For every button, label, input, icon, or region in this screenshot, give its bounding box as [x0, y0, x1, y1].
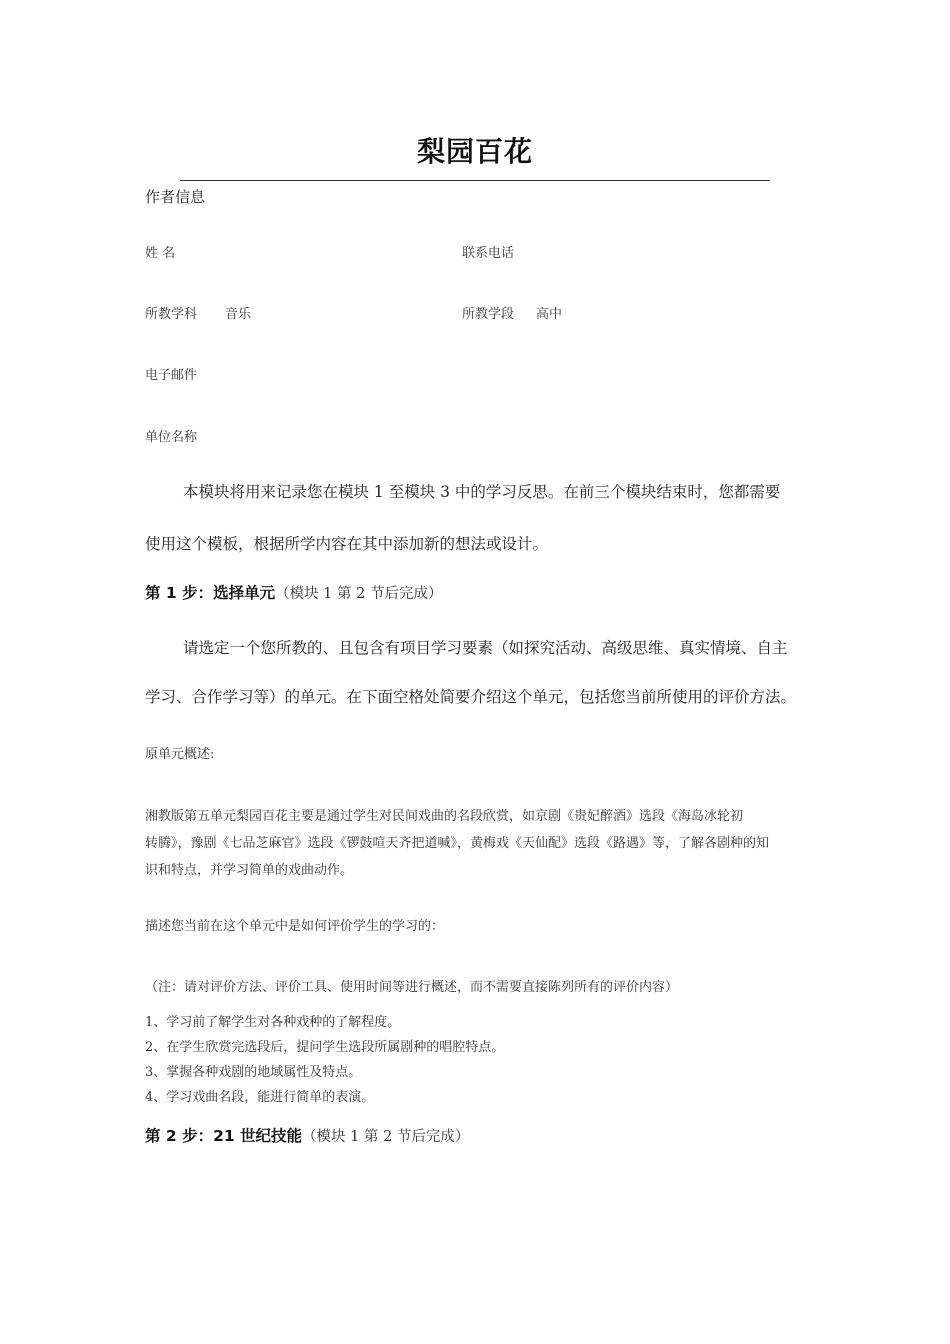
email-label: 电子邮件 [145, 368, 198, 383]
grade-label: 所教学段 [462, 307, 515, 322]
step1-title: 第 1 步：选择单元 [145, 584, 276, 602]
assessment-item: 1、学习前了解学生对各种戏种的了解程度。 [145, 1015, 401, 1030]
subject-value: 音乐 [225, 307, 252, 322]
grade-value: 高中 [536, 307, 563, 322]
step1-heading [145, 581, 442, 603]
intro-line-2: 使用这个模板，根据所学内容在其中添加新的想法或设计。 [145, 535, 549, 553]
assessment-label: 描述您当前在这个单元中是如何评价学生的学习的： [145, 919, 445, 934]
org-field [145, 426, 197, 445]
name-field [145, 242, 175, 261]
assessment-item: 2、在学生欣赏完选段后，提问学生选段所属剧种的唱腔特点。 [145, 1040, 505, 1055]
subject-label: 所教学科 [145, 307, 198, 322]
document-title: 梨园百花 [416, 135, 533, 168]
assessment-item: 3、掌握各种戏剧的地域属性及特点。 [145, 1065, 362, 1080]
step1-para-line-2: 学习、合作学习等）的单元。在下面空格处简要介绍这个单元，包括您当前所使用的评价方法。 [145, 688, 797, 706]
assessment-note: （注：请对评价方法、评价工具、使用时间等进行概述，而不需要直接陈列所有的评价内容） [145, 980, 679, 995]
name-label: 姓 名 [145, 246, 176, 261]
assessment-item: 4、学习戏曲名段，能进行简单的表演。 [145, 1090, 375, 1105]
overview-line: 识和特点，并学习简单的戏曲动作。 [145, 863, 354, 878]
step1-note: （模块 1 第 2 节后完成） [275, 586, 443, 602]
step2-heading [145, 1124, 469, 1146]
step2-title: 第 2 步：21 世纪技能 [145, 1127, 303, 1145]
intro-line-1: 本模块将用来记录您在模块 1 至模块 3 中的学习反思。在前三个模块结束时，您都需要 [183, 483, 781, 501]
author-info-heading: 作者信息 [145, 188, 206, 206]
title-underline [180, 180, 770, 181]
overview-line: 湘教版第五单元梨园百花主要是通过学生对民间戏曲的名段欣赏，如京剧《贵妃醉酒》选段《海岛冰轮初 [145, 809, 744, 824]
overview-text [145, 803, 825, 884]
email-field [145, 364, 197, 383]
overview-line: 转腾》，豫剧《七品芝麻官》选段《锣鼓喧天齐把道喊》，黄梅戏《天仙配》选段《路遇》等，了解各剧种的知 [145, 836, 770, 851]
step2-note: （模块 1 第 2 节后完成） [302, 1129, 470, 1145]
grade-field [462, 303, 562, 322]
overview-label: 原单元概述: [145, 747, 215, 762]
org-label: 单位名称 [145, 430, 198, 445]
phone-field [462, 242, 514, 261]
step1-para-line-1: 请选定一个您所教的、且包含有项目学习要素（如探究活动、高级思维、真实情境、自主 [183, 639, 788, 657]
phone-label: 联系电话 [462, 246, 515, 261]
subject-field [145, 303, 251, 322]
